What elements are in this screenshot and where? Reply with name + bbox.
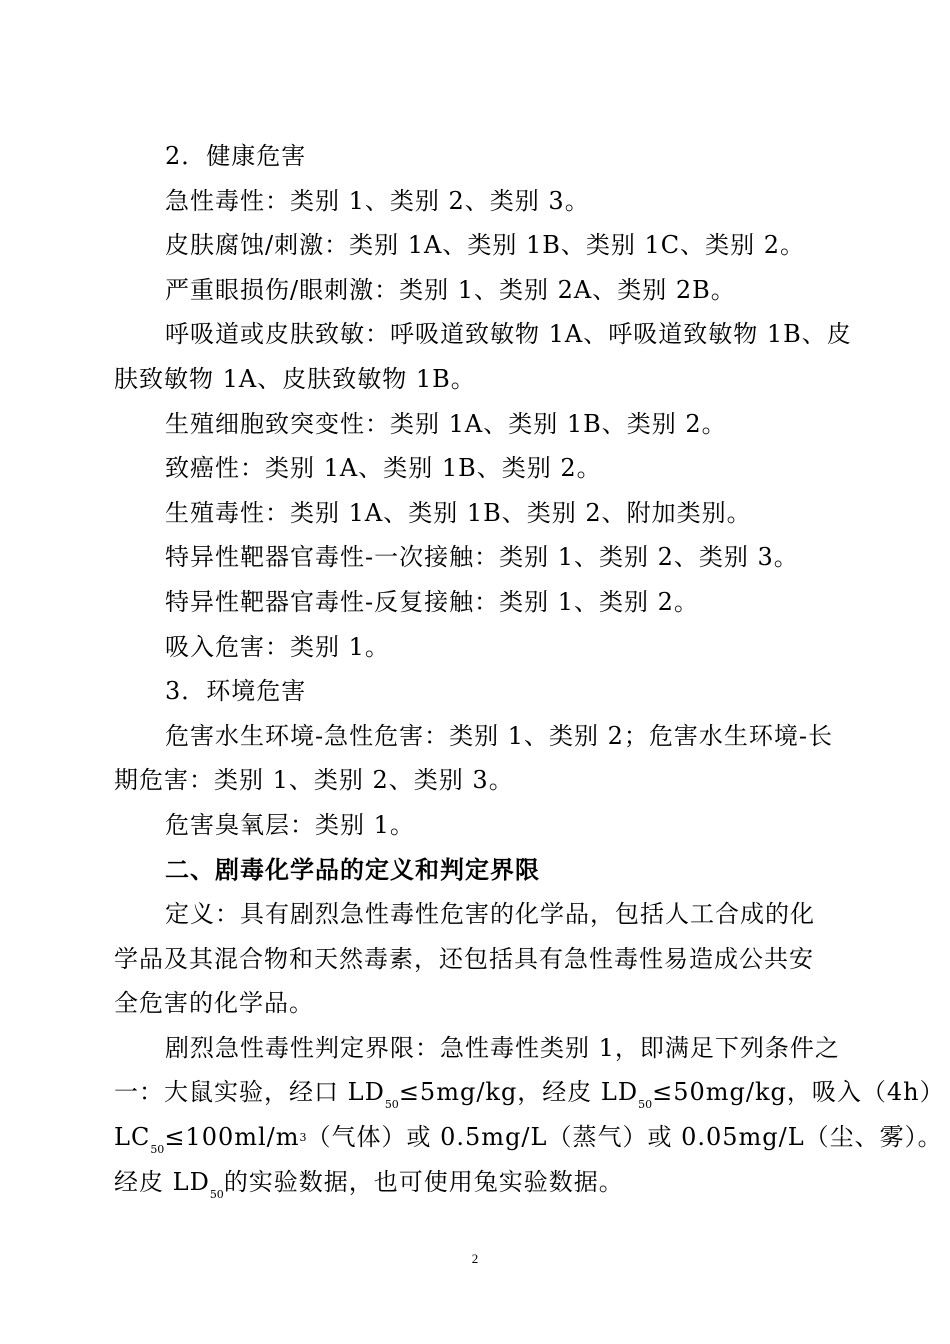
paragraph-line: 剧烈急性毒性判定界限：急性毒性类别 1，即满足下列条件之 xyxy=(165,1033,840,1062)
criteria-text: LC xyxy=(114,1123,151,1152)
criteria-text: 的实验数据，也可使用兔实验数据。 xyxy=(223,1167,624,1196)
carcinogenicity-line: 致癌性：类别 1A、类别 1B、类别 2。 xyxy=(165,454,602,483)
definition-paragraph xyxy=(114,892,840,1026)
stot-repeated-exposure-line: 特异性靶器官毒性-反复接触：类别 1、类别 2。 xyxy=(165,587,699,616)
environmental-hazard-heading: 3．环境危害 xyxy=(165,677,307,706)
criteria-text: ≤50mg/kg，吸入（4h） xyxy=(652,1078,945,1107)
reproductive-toxicity-line: 生殖毒性：类别 1A、类别 1B、类别 2、附加类别。 xyxy=(165,498,752,527)
health-hazard-heading: 2．健康危害 xyxy=(165,142,307,170)
paragraph-line: 期危害：类别 1、类别 2、类别 3。 xyxy=(114,766,514,795)
eye-damage-line: 严重眼损伤/眼刺激：类别 1、类别 2A、类别 2B。 xyxy=(165,275,736,304)
germ-cell-mutagenicity-line: 生殖细胞致突变性：类别 1A、类别 1B、类别 2。 xyxy=(165,409,727,438)
subscript-50: 50 xyxy=(384,1098,399,1112)
respiratory-sensitization-paragraph xyxy=(114,312,852,401)
skin-corrosion-line: 皮肤腐蚀/刺激：类别 1A、类别 1B、类别 1C、类别 2。 xyxy=(165,231,806,260)
acute-toxicity-line: 急性毒性：类别 1、类别 2、类别 3。 xyxy=(165,186,590,215)
criteria-text: 一：大鼠实验，经口 LD xyxy=(114,1078,385,1107)
aspiration-hazard-line: 吸入危害：类别 1。 xyxy=(165,632,390,661)
paragraph-line xyxy=(114,1115,943,1160)
superscript-3: 3 xyxy=(299,1131,307,1145)
criteria-text: ≤100ml/m xyxy=(164,1123,300,1152)
paragraph-line: 学品及其混合物和天然毒素，还包括具有急性毒性易造成公共安 xyxy=(114,944,814,973)
paragraph-line: 全危害的化学品。 xyxy=(114,989,314,1018)
subscript-50: 50 xyxy=(209,1187,224,1201)
subscript-50: 50 xyxy=(150,1143,165,1157)
paragraph-line: 危害水生环境-急性危害：类别 1、类别 2；危害水生环境-长 xyxy=(165,721,834,750)
paragraph-line: 呼吸道或皮肤致敏：呼吸道致敏物 1A、呼吸道致敏物 1B、皮 xyxy=(165,320,852,349)
page-number: 2 xyxy=(471,1251,479,1266)
paragraph-line xyxy=(114,1070,945,1115)
section-two-heading: 二、剧毒化学品的定义和判定界限 xyxy=(165,855,540,884)
paragraph-line xyxy=(114,1160,840,1205)
ozone-hazard-line: 危害臭氧层：类别 1。 xyxy=(165,810,415,839)
criteria-text: 经皮 LD xyxy=(114,1167,210,1196)
stot-single-exposure-line: 特异性靶器官毒性-一次接触：类别 1、类别 2、类别 3。 xyxy=(165,543,799,572)
document-body xyxy=(114,134,945,1204)
criteria-text: ≤5mg/kg，经皮 LD xyxy=(398,1078,639,1107)
paragraph-line: 定义：具有剧烈急性毒性危害的化学品，包括人工合成的化 xyxy=(165,900,815,929)
subscript-50: 50 xyxy=(638,1098,653,1112)
aquatic-hazard-paragraph xyxy=(114,714,840,803)
criteria-paragraph xyxy=(114,1026,945,1204)
paragraph-line: 肤致敏物 1A、皮肤致敏物 1B。 xyxy=(114,364,476,393)
criteria-text: （气体）或 0.5mg/L（蒸气）或 0.05mg/L（尘、雾）。 xyxy=(306,1123,943,1152)
